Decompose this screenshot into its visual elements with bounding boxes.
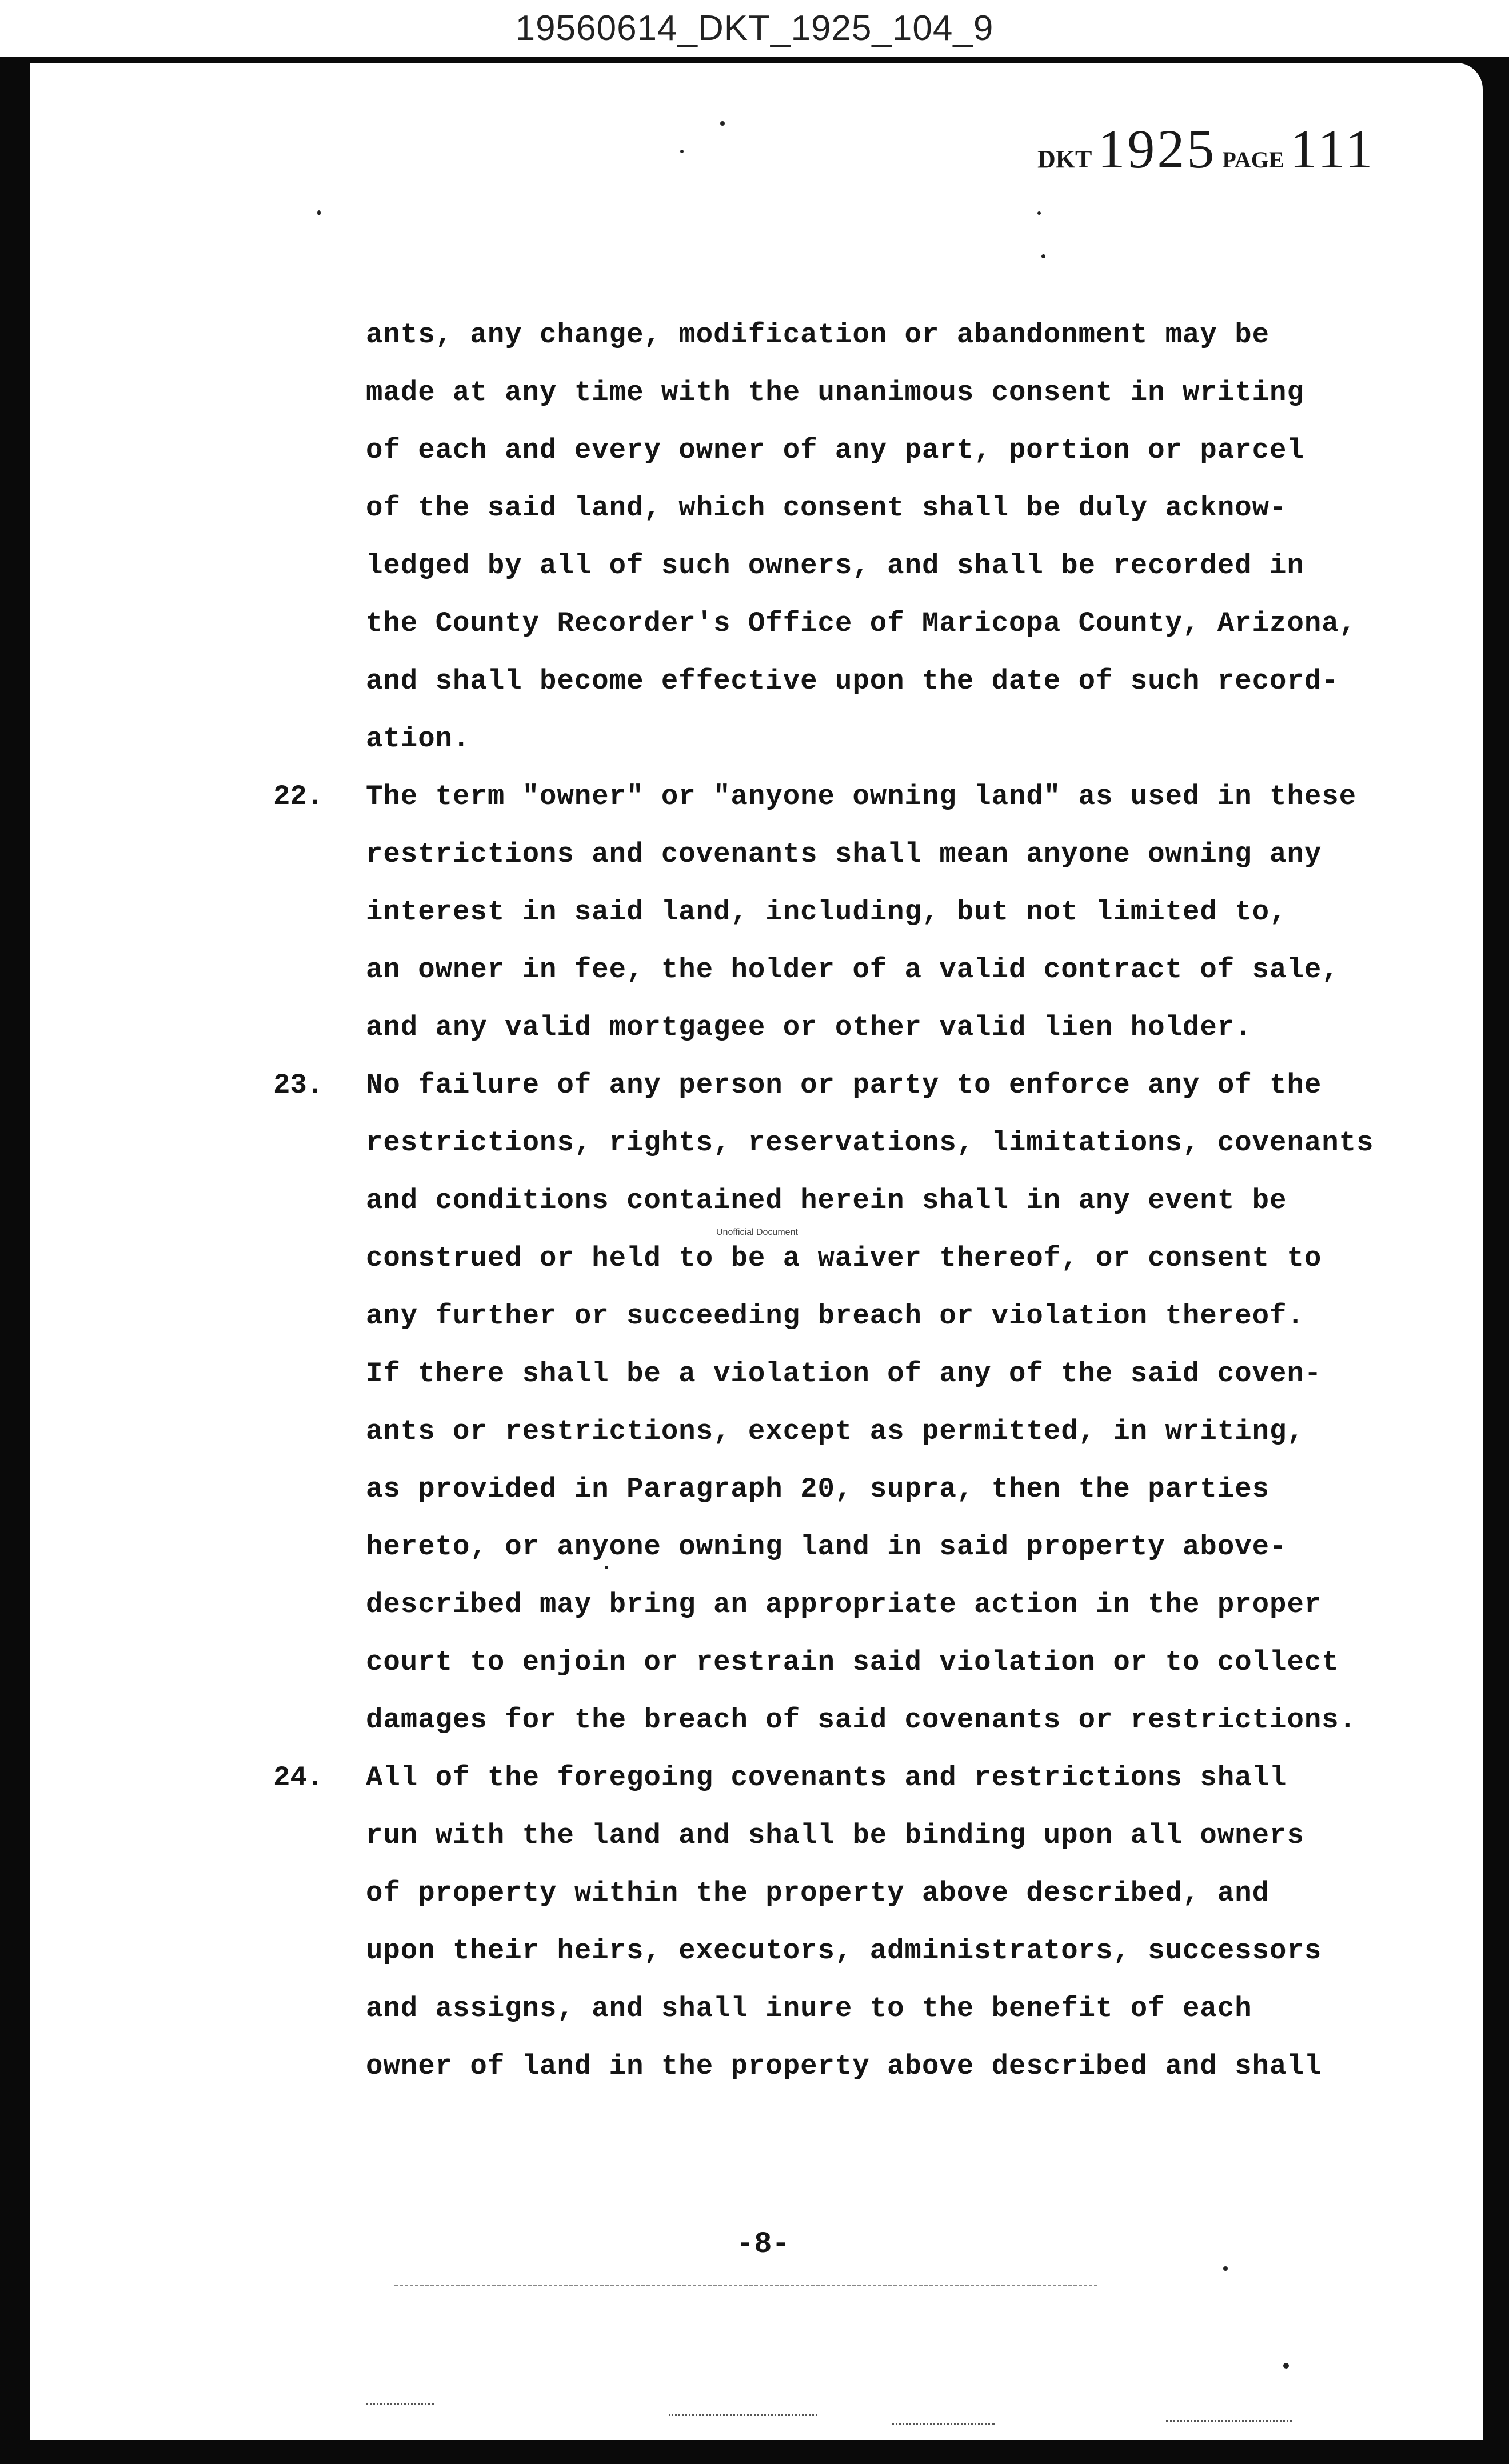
scan-speck [680,150,684,153]
body-line: an owner in fee, the holder of a valid contract of sale, [366,954,1339,986]
body-line: upon their heirs, executors, administrators, successors [366,1935,1322,1967]
scan-noise [366,2403,434,2405]
paragraph-number: 23. [273,1069,324,1101]
document-id: 19560614_DKT_1925_104_9 [515,9,994,48]
body-line: as provided in Paragraph 20, supra, then the parties [366,1473,1270,1505]
body-line: The term "owner" or "anyone owning land" as used in these [366,781,1357,813]
body-line: and conditions contained herein shall in any event be [366,1185,1287,1217]
scan-speck [720,121,725,126]
body-line: run with the land and shall be binding upon all owners [366,1819,1304,1851]
scan-speck [605,1566,608,1569]
body-line: court to enjoin or restrain said violation or to collect [366,1646,1339,1678]
paragraph-number: 22. [273,781,324,813]
scan-speck [1037,211,1041,215]
body-line: No failure of any person or party to enforce any of the [366,1069,1322,1101]
body-line: of the said land, which consent shall be duly acknow- [366,492,1287,524]
scan-noise [669,2414,817,2416]
scan-speck [317,210,321,215]
body-line: owner of land in the property above described and shall [366,2050,1322,2082]
watermark: Unofficial Document [716,1227,798,1237]
body-line: ation. [366,723,470,755]
body-line: construed or held to be a waiver thereof, or consent to [366,1242,1322,1274]
body-line: interest in said land, including, but not limited to, [366,896,1287,928]
page-reference-number: 111 [1290,118,1375,179]
scan-speck [1223,2266,1228,2271]
page-label: PAGE [1222,147,1284,173]
body-line: restrictions and covenants shall mean anyone owning any [366,838,1322,870]
paragraph-number: 24. [273,1762,324,1794]
scan-speck [1041,254,1045,258]
footer-rule [394,2285,1097,2286]
body-line: ledged by all of such owners, and shall be recorded in [366,550,1304,582]
docket-number: 1925 [1097,118,1217,179]
scan-noise [1166,2420,1292,2422]
body-line: hereto, or anyone owning land in said property above- [366,1531,1287,1563]
body-line: and shall become effective upon the date of such record- [366,665,1339,697]
body-line: damages for the breach of said covenants or restrictions. [366,1704,1357,1736]
body-line: and assigns, and shall inure to the benefit of each [366,1993,1252,2025]
scan-noise [892,2423,995,2425]
body-line: ants, any change, modification or abandonment may be [366,319,1270,351]
body-line: and any valid mortgagee or other valid lien holder. [366,1011,1252,1043]
body-line: described may bring an appropriate action in the proper [366,1589,1322,1621]
body-line: of each and every owner of any part, portion or parcel [366,434,1304,466]
page-number: -8- [736,2227,790,2261]
scan-speck [1283,2363,1289,2369]
docket-page-reference [1037,117,1375,181]
body-line: of property within the property above described, and [366,1877,1270,1909]
body-line: the County Recorder's Office of Maricopa County, Arizona, [366,607,1357,639]
body-line: If there shall be a violation of any of the said coven- [366,1358,1322,1390]
body-line: made at any time with the unanimous consent in writing [366,377,1304,409]
docket-label: DKT [1037,145,1092,173]
body-line: restrictions, rights, reservations, limitations, covenants [366,1127,1374,1159]
body-line: ants or restrictions, except as permitted, in writing, [366,1415,1304,1447]
body-line: All of the foregoing covenants and restrictions shall [366,1762,1287,1794]
body-line: any further or succeeding breach or violation thereof. [366,1300,1304,1332]
